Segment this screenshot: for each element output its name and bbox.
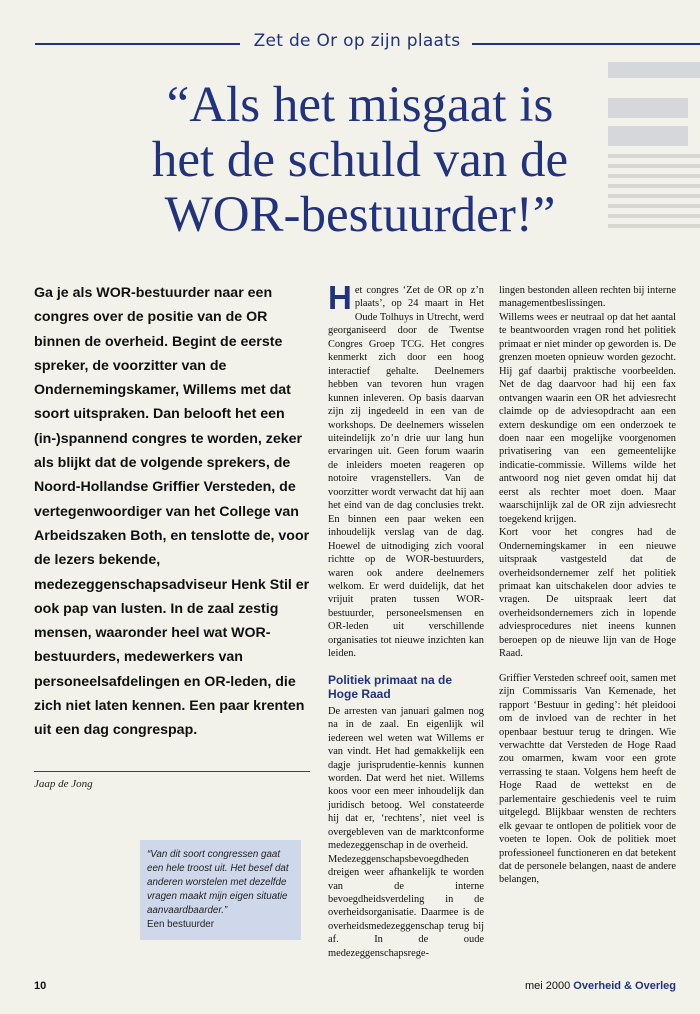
pull-quote-source: Een bestuurder <box>147 919 214 930</box>
column2-paragraph-3: Medezeggenschapsbevoegdheden dreigen weer afhankelijk te worden van de interne bevoegdheidsverdeling in de overheidsorganisatie. Daarmee is de overheidsmedezeggenschap terug bij af. In de oude medezeggenschapsrege- <box>328 853 484 959</box>
pull-quote-text: “Van dit soort congressen gaat een hele troost uit. Het besef dat anderen worstelen met dezelfde vragen maakt mijn eigen situatie aanvaardbaarder.” <box>147 849 289 916</box>
column2-paragraph-1: et congres ‘Zet de OR op z’n plaats’, op 24 maart in Het Oude Tolhuys in Utrecht, werd georganiseerd door de Twentse Congres Groep TCG. Het congres kenmerkt zich door een hoog interactief gehalte. Deelnemers hebben van tevoren hun vragen kunnen inleveren. Op basis daarvan zijn zij ingedeeld in een van de workshops. De deelnemers wisselen uiteindelijk zo’n drie uur lang hun ervaringen uit. Geen forum waarin de inleiders moeten reageren op notoire vragenstellers. Van de voorzitter wordt verwacht dat hij aan het eind van de dag conclusies trekt. En binnen een paar weken een inhoudelijk verslag van de dag. Hoewel de uitnodiging zich vooral richtte op de WOR-bestuurders, waren ook andere deelnemers welkom. Er werd duidelijk, dat het vrijuit praten tussen WOR-bestuurder, personeelsmensen en OR-leden uit verschillende organisaties tot nieuwe inzichten kan leiden. <box>328 285 484 660</box>
article-column-3 <box>499 284 676 887</box>
article-column-2 <box>328 279 484 960</box>
headline-line-2: het de schuld van de <box>151 132 569 188</box>
footer-brand: Overheid & Overleg <box>573 980 676 992</box>
column3-paragraph-4: Griffier Versteden schreef ooit, samen met zijn Commissaris Van Kemenade, het rapport ‘Bestuur in geding’: hét pleidooi om de invloed van de rechter in het openbaar bestuur terug te dringen. Wie verwachtte dat Versteden de Hoge Raad zou omarmen, kwam voor een grote verrassing te staan. Volgens hem heeft de Hoge Raad de wettekst en de parlementaire geschiedenis veel te ruim uitgelegd. Blijkbaar wensten de rechters elk gevaar te ontlopen de politiek voor de voeten te lopen. Ook de politiek moet professioneel functioneren en dat betekent dat de personele belangen, naast de andere belangen, <box>499 672 676 886</box>
column3-paragraph-2: Willems wees er neutraal op dat het aantal te beantwoorden vragen rond het politiek primaat er niet minder op geworden is. De grenzen moeten opnieuw worden gezocht. Hij gaf daarbij praktische voorbeelden. Net de dag daarvoor had hij een fax ontvangen waarin een OR het adviesrecht claimde op de adviesopdracht aan een extern deskundige om een onderzoek te doen naar een mogelijke voorgenomen privatisering van een gemeentelijke indicatie-commissie. Willems wilde het antwoord nog niet geven omdat hij dat eerst als rechter moet doen. Maar waarschijnlijk zal de OR zijn adviesrecht toegekend krijgen. <box>499 311 676 525</box>
page-number: 10 <box>34 980 47 992</box>
footer-publication <box>525 980 676 992</box>
intro-paragraph: Ga je als WOR-bestuurder naar een congres over de positie van de OR binnen de overheid. Begint de eerste spreker, de voorzitter van de Ondernemingskamer, Willems met dat soort uitspraken. Dan belooft het een (in-)spannend congres te worden, zeker als blijkt dat de volgende sprekers, de Noord-Hollandse Griffier Versteden, de vertegenwoordiger van het College van Arbeidszaken Both, en tenslotte de, voor de lezers bekende, medezeggenschapsadviseur Henk Stil er ook pap van lusten. In de zaal zestig mensen, waaronder heel wat WOR-bestuurders, medewerkers van personeelsafdelingen en OR-leden, die zich niet laten kennen. Een paar krenten uit een dag congrespap. <box>34 285 310 739</box>
headline-line-3: WOR-bestuurder!” <box>164 187 556 243</box>
author-divider <box>34 771 310 772</box>
drop-cap: H <box>328 279 352 316</box>
headline <box>60 78 660 243</box>
column2-paragraph-2: De arresten van januari galmen nog na in de zaal. En eigenlijk wil iedereen wel weten wat Willems er van vindt. Het had gemakkelijk een dagje jurisprudentie-kennis kunnen worden. Dat werd het niet. Willems koos voor een meer inhoudelijk dan juridisch betoog. Wel constateerde hij dat er, ‘rechtens’, niet veel is overgebleven van de marktconforme medezeggenschap in de overheid. <box>328 705 484 852</box>
footer-date: mei 2000 <box>524 980 571 992</box>
column3-paragraph-3: Kort voor het congres had de Ondernemingskamer in een nieuwe uitspraak vastgesteld dat de overheidsondernemer zelf het politiek primaat kan uitschakelen door advies te vragen. De uitspraak leert dat overheidsondernemers zich in lopende adviesprocedures niet ineens kunnen beroepen op de nieuwe lijn van de Hoge Raad. <box>499 527 676 660</box>
pull-quote <box>140 840 301 940</box>
author-byline: Jaap de Jong <box>34 778 93 790</box>
headline-line-1: “Als het misgaat is <box>166 77 554 133</box>
header-rule-right <box>472 43 700 45</box>
header-rule-left <box>35 43 240 45</box>
section-title: Zet de Or op zijn plaats <box>253 31 461 51</box>
subheading: Politiek primaat na de Hoge Raad <box>328 672 453 701</box>
column3-paragraph-1: lingen bestonden alleen rechten bij interne managementbeslissingen. <box>499 285 676 310</box>
